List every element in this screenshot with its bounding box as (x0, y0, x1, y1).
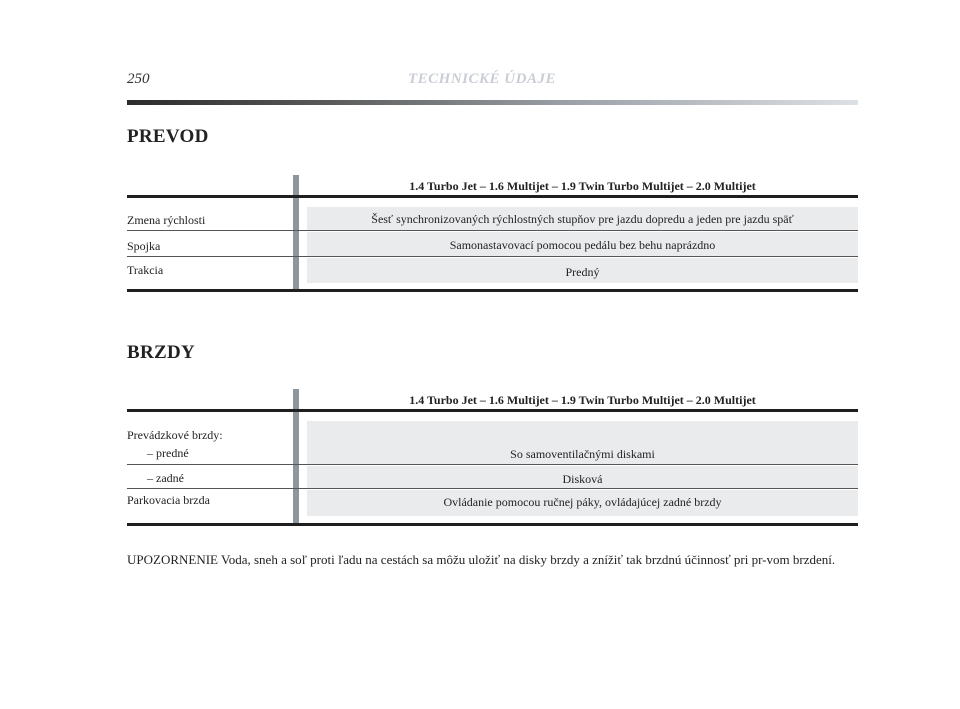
table-row-rule (127, 488, 858, 489)
section-title-prevod: PREVOD (127, 126, 209, 147)
header-rule (127, 100, 858, 105)
table-row-label: – zadné (147, 471, 184, 485)
chapter-title: TECHNICKÉ ÚDAJE (408, 71, 556, 87)
table-header-rule (127, 195, 858, 198)
table-row-value: Predný (565, 265, 600, 279)
table-row-value: Samonastavovací pomocou pedálu bez behu naprázdno (449, 238, 716, 252)
table-row-label: – predné (147, 446, 189, 460)
table-row-label: Zmena rýchlosti (127, 213, 206, 227)
brzdy-table (127, 389, 858, 529)
table-row-rule (127, 256, 858, 257)
table-bottom-rule (127, 523, 858, 526)
table-header-rule (127, 409, 858, 412)
table-column-header: 1.4 Turbo Jet – 1.6 Multijet – 1.9 Twin Turbo Multijet – 2.0 Multijet (409, 179, 756, 193)
table-column-header: 1.4 Turbo Jet – 1.6 Multijet – 1.9 Twin Turbo Multijet – 2.0 Multijet (409, 393, 756, 407)
section-title-brzdy: BRZDY (127, 342, 196, 363)
table-row-rule (127, 230, 858, 231)
table-row-label: Parkovacia brzda (127, 493, 210, 507)
table-group-label: Prevádzkové brzdy: (127, 428, 223, 442)
table-row-label: Spojka (127, 239, 161, 253)
table-row-value: Šesť synchronizovaných rýchlostných stupňov pre jazdu dopredu a jeden pre jazdu späť (371, 212, 794, 226)
table-divider-bar (293, 175, 299, 290)
warning-note: UPOZORNENIE Voda, sneh a soľ proti ľadu na cestách sa môžu uložiť na disky brzdy a znížiť tak brzdnú účinnosť pri pr-vom brzdení. (127, 552, 836, 567)
page-number: 250 (127, 71, 150, 87)
table-row-rule (127, 464, 858, 465)
table-row-value: So samoventilačnými diskami (510, 447, 655, 461)
table-row-value: Disková (562, 472, 603, 486)
table-row-label: Trakcia (127, 263, 164, 277)
table-bottom-rule (127, 289, 858, 292)
prevod-table (127, 175, 858, 293)
table-row-value: Ovládanie pomocou ručnej páky, ovládajúcej zadné brzdy (443, 495, 722, 509)
